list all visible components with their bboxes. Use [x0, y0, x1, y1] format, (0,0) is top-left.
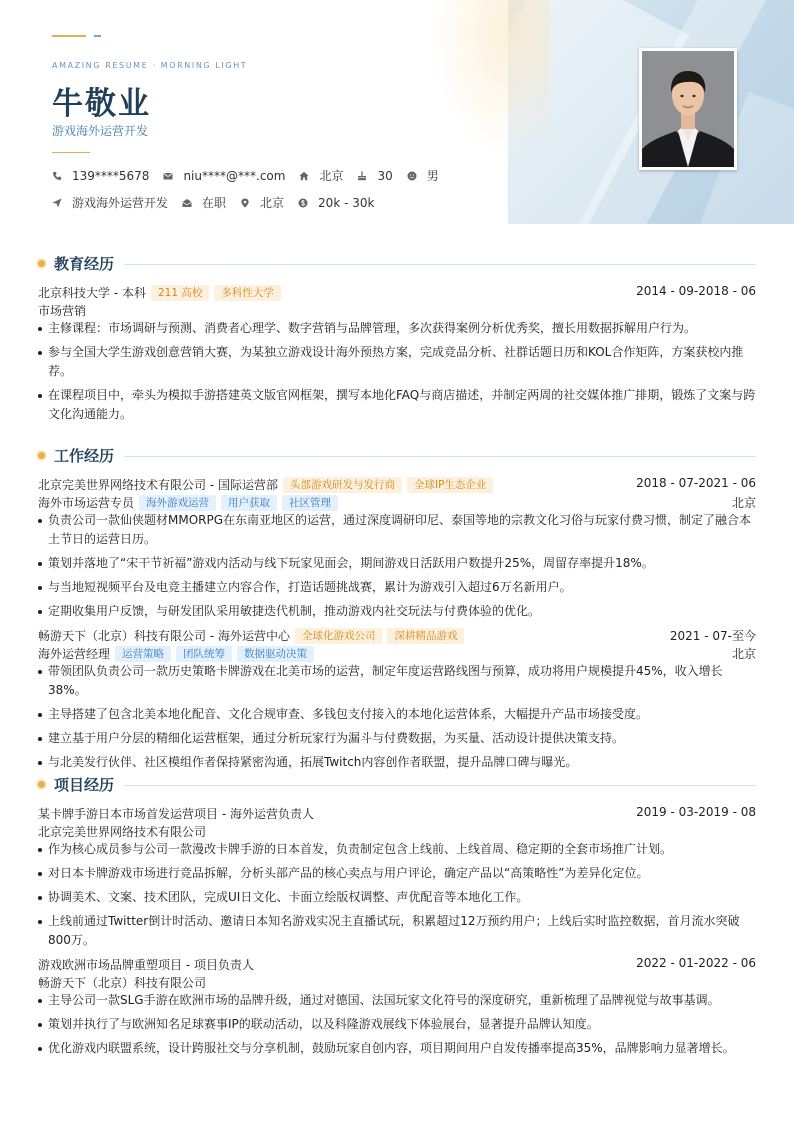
decor-line	[52, 35, 86, 37]
project-bullets	[38, 991, 756, 1058]
project-entry-header	[38, 804, 756, 822]
list-item: 负责公司一款仙侠题材MMORPG在东南亚地区的运营，通过深度调研印尼、泰国等地的宗教文化习俗与玩家付费习惯，制定了融合本土节日的运营日历。	[38, 511, 756, 549]
profile-photo	[639, 48, 737, 170]
work-entry-header	[38, 475, 756, 493]
work-role-row	[38, 644, 756, 662]
job-role: 海外运营经理	[38, 647, 111, 661]
age-text: 30	[377, 168, 393, 183]
location-pin-icon	[240, 198, 250, 208]
cake-icon	[357, 171, 367, 181]
job-role: 海外市场运营专员	[38, 496, 135, 510]
envelope-open-icon	[182, 198, 192, 208]
role-tag: 用户获取	[221, 495, 277, 511]
education-date: 2014 - 09-2018 - 06	[636, 284, 756, 298]
section-dot	[38, 781, 45, 788]
salary-info	[298, 196, 374, 210]
role-tag: 团队统筹	[176, 646, 232, 662]
section-dot	[38, 452, 45, 459]
list-item: 对日本卡牌游戏市场进行竞品拆解，分析头部产品的核心卖点与用户评论，确定产品以“高策略性”为差异化定位。	[38, 864, 756, 883]
work-bullets	[38, 662, 756, 772]
education-major-row	[38, 301, 756, 319]
section-divider	[124, 264, 756, 265]
resume-tagline: AMAZING RESUME · MORNING LIGHT	[52, 61, 248, 70]
list-item: 协调美术、文案、技术团队，完成UI日文化、卡面立绘版权调整、声优配音等本地化工作。	[38, 888, 756, 907]
major: 市场营销	[38, 304, 87, 318]
work-location: 北京	[731, 647, 756, 661]
list-item: 策划并落地了“宋干节祈福”游戏内活动与线下玩家见面会，期间游戏日活跃用户数提升25%，周留存率提升18%。	[38, 554, 756, 573]
target-city-text: 北京	[260, 196, 285, 210]
gender-text: 男	[426, 169, 439, 183]
list-item: 在课程项目中，牵头为模拟手游搭建英文版官网框架，撰写本地化FAQ与商店描述，并制定两周的社交媒体推广排期，锻炼了文案与跨文化沟通能力。	[38, 386, 756, 424]
section-header	[38, 445, 756, 467]
section-title: 教育经历	[54, 255, 115, 273]
role-tag: 社区管理	[282, 495, 338, 511]
name-divider	[52, 152, 90, 153]
work-date: 2018 - 07-2021 - 06	[636, 476, 756, 490]
city-info	[299, 167, 343, 184]
face-icon	[407, 171, 417, 181]
project-company: 北京完美世界网络技术有限公司	[38, 825, 207, 839]
role-tag: 运营策略	[115, 646, 171, 662]
list-item: 与当地短视频平台及电竞主播建立内容合作，打造话题挑战赛，累计为游戏引入超过6万名新用户。	[38, 578, 756, 597]
phone-text: 139****5678	[72, 168, 150, 183]
section-header	[38, 253, 756, 275]
list-item: 主导搭建了包含北美本地化配音、文化合规审查、多钱包支付接入的本地化运营体系，大幅提升产品市场接受度。	[38, 705, 756, 724]
project-date: 2022 - 01-2022 - 06	[636, 956, 756, 970]
section-dot	[38, 260, 45, 267]
work-date: 2021 - 07-至今	[669, 629, 756, 643]
job-target-text: 游戏海外运营开发	[72, 196, 169, 210]
list-item: 作为核心成员参与公司一款漫改卡牌手游的日本首发，负责制定包含上线前、上线首周、稳定期的全套市场推广计划。	[38, 840, 756, 859]
company-tag: 头部游戏研发与发行商	[283, 477, 402, 493]
work-location: 北京	[731, 496, 756, 510]
list-item: 主导公司一款SLG手游在欧洲市场的品牌升级，通过对德国、法国玩家文化符号的深度研究，重新梳理了品牌视觉与故事基调。	[38, 991, 756, 1010]
mail-icon	[163, 171, 173, 181]
projects-section	[38, 774, 756, 1063]
send-icon	[52, 198, 62, 208]
avatar-illustration	[642, 51, 734, 167]
section-header	[38, 774, 756, 796]
status-text: 在职	[202, 196, 227, 210]
work-entry-header	[38, 626, 756, 644]
list-item: 带领团队负责公司一款历史策略卡牌游戏在北美市场的运营，制定年度运营路线图与预算，成功将用户规模提升45%，收入增长38%。	[38, 662, 756, 700]
project-company-row	[38, 973, 756, 991]
salary-text: 20k - 30k	[318, 195, 375, 210]
phone-info	[52, 169, 149, 183]
header-glow	[430, 0, 550, 160]
role-tag: 海外游戏运营	[139, 495, 216, 511]
work-role-row	[38, 493, 756, 511]
school-tag: 211 高校	[151, 285, 209, 301]
school-name: 北京科技大学 - 本科	[38, 286, 146, 300]
email-info	[163, 169, 285, 183]
job-intent-row	[52, 194, 388, 211]
company-name: 北京完美世界网络技术有限公司 - 国际运营部	[38, 478, 278, 492]
section-title: 项目经历	[54, 776, 115, 794]
home-icon	[299, 171, 309, 181]
list-item: 与北美发行伙伴、社区模组作者保持紧密沟通，拓展Twitch内容创作者联盟，提升品牌口碑与曝光。	[38, 753, 756, 772]
status-info	[182, 194, 226, 211]
contact-row	[52, 167, 453, 184]
email-text: niu****@***.com	[183, 168, 286, 183]
list-item: 策划并执行了与欧洲知名足球赛事IP的联动活动，以及科隆游戏展线下体验展台，显著提升品牌认知度。	[38, 1015, 756, 1034]
section-title: 工作经历	[54, 447, 115, 465]
list-item: 参与全国大学生游戏创意营销大赛，为某独立游戏设计海外预热方案，完成竞品分析、社群话题日历和KOL合作矩阵，方案获校内推荐。	[38, 343, 756, 381]
list-item: 建立基于用户分层的精细化运营框架，通过分析玩家行为漏斗与付费数据，为买量、活动设计提供决策支持。	[38, 729, 756, 748]
work-bullets	[38, 511, 756, 621]
education-bullets	[38, 319, 756, 424]
candidate-name: 牛敬业	[52, 86, 151, 122]
education-entry-header	[38, 283, 756, 301]
project-date: 2019 - 03-2019 - 08	[636, 805, 756, 819]
candidate-subtitle: 游戏海外运营开发	[52, 124, 149, 138]
company-tag: 深耕精品游戏	[387, 628, 464, 644]
company-tag: 全球化游戏公司	[295, 628, 383, 644]
list-item: 上线前通过Twitter倒计时活动、邀请日本知名游戏实况主直播试玩，积累超过12万预约用户；上线后实时监控数据，首月流水突破800万。	[38, 912, 756, 950]
work-section	[38, 445, 756, 777]
phone-icon	[52, 171, 62, 181]
gender-info	[407, 167, 439, 184]
job-target-info	[52, 194, 168, 211]
role-tag: 数据驱动决策	[237, 646, 314, 662]
section-divider	[124, 785, 756, 786]
company-tag: 全球IP生态企业	[407, 477, 493, 493]
project-company-row	[38, 822, 756, 840]
list-item: 定期收集用户反馈，与研发团队采用敏捷迭代机制，推动游戏内社交玩法与付费体验的优化。	[38, 602, 756, 621]
project-company: 畅游天下（北京）科技有限公司	[38, 976, 207, 990]
project-name: 某卡牌手游日本市场首发运营项目 - 海外运营负责人	[38, 807, 314, 821]
project-entry-header	[38, 955, 756, 973]
company-name: 畅游天下（北京）科技有限公司 - 海外运营中心	[38, 629, 290, 643]
decor-line-short	[94, 35, 101, 37]
target-city-info	[240, 194, 284, 211]
education-section	[38, 253, 756, 429]
project-name: 游戏欧洲市场品牌重塑项目 - 项目负责人	[38, 958, 254, 972]
list-item: 优化游戏内联盟系统，设计跨服社交与分享机制，鼓励玩家自创内容，项目期间用户自发传播率提高35%，品牌影响力显著增长。	[38, 1039, 756, 1058]
age-info	[357, 169, 392, 183]
project-bullets	[38, 840, 756, 950]
section-divider	[124, 456, 756, 457]
money-icon	[298, 198, 308, 208]
city-text: 北京	[319, 169, 344, 183]
school-tag: 多科性大学	[214, 285, 281, 301]
list-item: 主修课程：市场调研与预测、消费者心理学、数字营销与品牌管理，多次获得案例分析优秀奖，擅长用数据拆解用户行为。	[38, 319, 756, 338]
